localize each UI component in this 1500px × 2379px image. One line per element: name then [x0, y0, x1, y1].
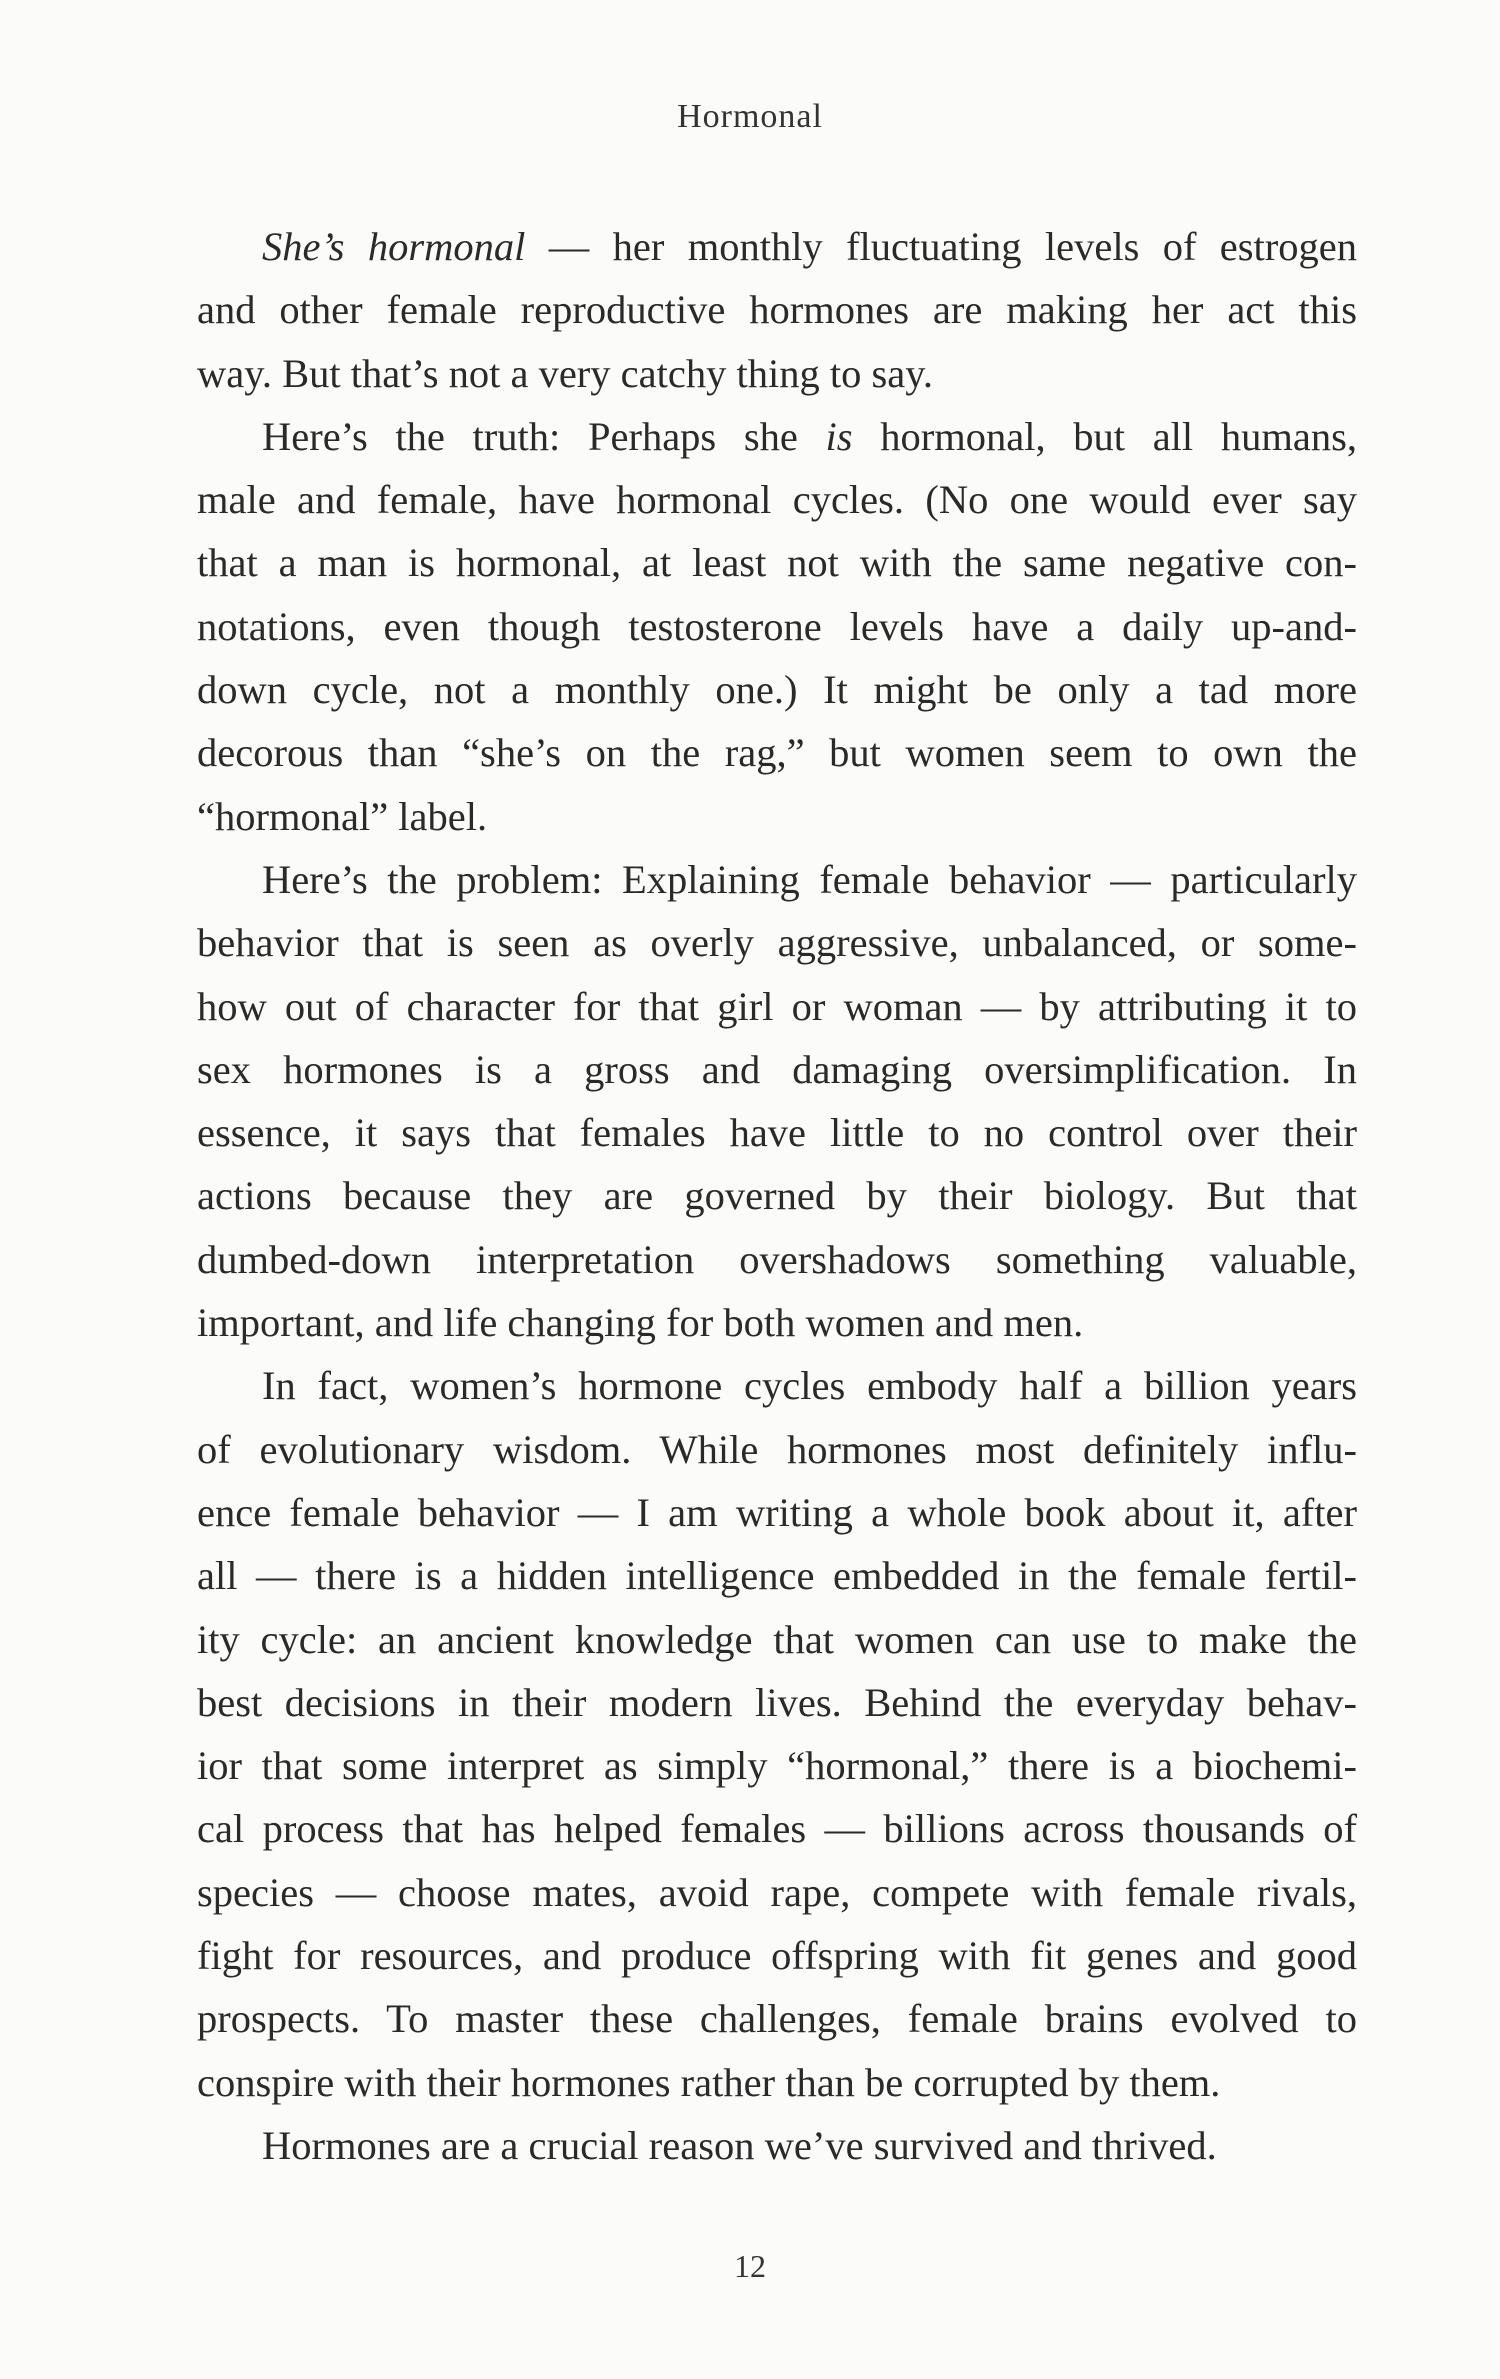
text-line — [197, 595, 1357, 658]
text-line — [197, 785, 1357, 848]
text-segment: Hormones are a crucial reason we’ve survived and thrived. — [262, 2122, 1217, 2168]
paragraph — [197, 2114, 1357, 2177]
text-segment: essence, it says that females have little to no control over their — [197, 1110, 1357, 1156]
text-line — [197, 2051, 1357, 2114]
text-segment: — her monthly fluctuating levels of estrogen — [525, 224, 1358, 269]
text-segment: all — there is a hidden intelligence embedded in the female fertil- — [197, 1553, 1357, 1599]
text-line — [197, 468, 1357, 531]
running-head: Hormonal — [677, 98, 823, 135]
text-segment: fight for resources, and produce offspring with fit genes and good — [197, 1933, 1357, 1979]
text-segment: dumbed-down interpretation overshadows something valuable, — [197, 1236, 1357, 1282]
text-line — [197, 1164, 1357, 1227]
text-segment: important, and life changing for both women and men. — [197, 1300, 1084, 1346]
text-line — [197, 1671, 1357, 1734]
text-segment: species — choose mates, avoid rape, compete with female rivals, — [197, 1869, 1357, 1915]
text-segment: sex hormones is a gross and damaging oversimplification. In — [197, 1046, 1357, 1092]
page-number: 12 — [734, 2248, 766, 2284]
body-text — [197, 215, 1357, 2177]
text-segment: cal process that has helped females — billions across thousands of — [197, 1806, 1357, 1852]
text-line — [197, 531, 1357, 594]
paragraph — [197, 405, 1357, 848]
text-line — [197, 342, 1357, 405]
text-segment: Here’s the truth: Perhaps she — [262, 413, 826, 459]
text-line — [197, 1924, 1357, 1987]
text-segment: behavior that is seen as overly aggressive, unbalanced, or some- — [197, 920, 1357, 966]
paragraph — [197, 848, 1357, 1354]
text-line — [197, 1228, 1357, 1291]
text-line — [197, 1354, 1357, 1417]
text-segment: how out of character for that girl or woman — by attributing it to — [197, 983, 1357, 1029]
text-segment: Here’s the problem: Explaining female behavior — particularly — [262, 856, 1357, 902]
text-segment: actions because they are governed by their biology. But that — [197, 1173, 1357, 1219]
text-line — [197, 658, 1357, 721]
text-segment: notations, even though testosterone levels have a daily up-and- — [197, 603, 1357, 649]
text-segment: prospects. To master these challenges, female brains evolved to — [197, 1996, 1357, 2042]
text-segment: and other female reproductive hormones are making her act this — [197, 287, 1357, 333]
text-segment: conspire with their hormones rather than be corrupted by them. — [197, 2059, 1221, 2105]
paragraph — [197, 1354, 1357, 2114]
text-line — [197, 848, 1357, 911]
text-segment: ence female behavior — I am writing a whole book about it, after — [197, 1489, 1357, 1535]
text-segment: “hormonal” label. — [197, 793, 488, 839]
text-line — [197, 1797, 1357, 1860]
text-segment: ior that some interpret as simply “hormonal,” there is a biochemi- — [197, 1743, 1357, 1789]
text-line — [197, 2114, 1357, 2177]
text-line — [197, 975, 1357, 1038]
text-segment: of evolutionary wisdom. While hormones most definitely influ- — [197, 1426, 1357, 1472]
text-line — [197, 1861, 1357, 1924]
text-segment: male and female, have hormonal cycles. (No one would ever say — [197, 477, 1357, 523]
text-line — [197, 1987, 1357, 2050]
text-segment: hormonal, but all humans, — [852, 413, 1357, 459]
italic-text: She’s hormonal — [262, 224, 526, 269]
italic-text: is — [825, 413, 853, 459]
text-line — [197, 405, 1357, 468]
text-segment: best decisions in their modern lives. Behind the everyday behav- — [197, 1679, 1357, 1725]
text-line — [197, 215, 1357, 278]
text-line — [197, 1038, 1357, 1101]
text-line — [197, 911, 1357, 974]
text-line — [197, 1418, 1357, 1481]
text-line — [197, 1101, 1357, 1164]
text-line — [197, 721, 1357, 784]
text-line — [197, 1481, 1357, 1544]
text-line — [197, 278, 1357, 341]
text-line — [197, 1544, 1357, 1607]
text-segment: way. But that’s not a very catchy thing to say. — [197, 350, 933, 396]
text-line — [197, 1608, 1357, 1671]
text-segment: down cycle, not a monthly one.) It might be only a tad more — [197, 667, 1357, 713]
paragraph — [197, 215, 1357, 405]
text-segment: decorous than “she’s on the rag,” but women seem to own the — [197, 730, 1357, 776]
text-line — [197, 1291, 1357, 1354]
text-segment: In fact, women’s hormone cycles embody half a billion years — [262, 1363, 1357, 1409]
text-segment: that a man is hormonal, at least not with the same negative con- — [197, 540, 1357, 586]
text-line — [197, 1734, 1357, 1797]
text-segment: ity cycle: an ancient knowledge that women can use to make the — [197, 1616, 1357, 1662]
